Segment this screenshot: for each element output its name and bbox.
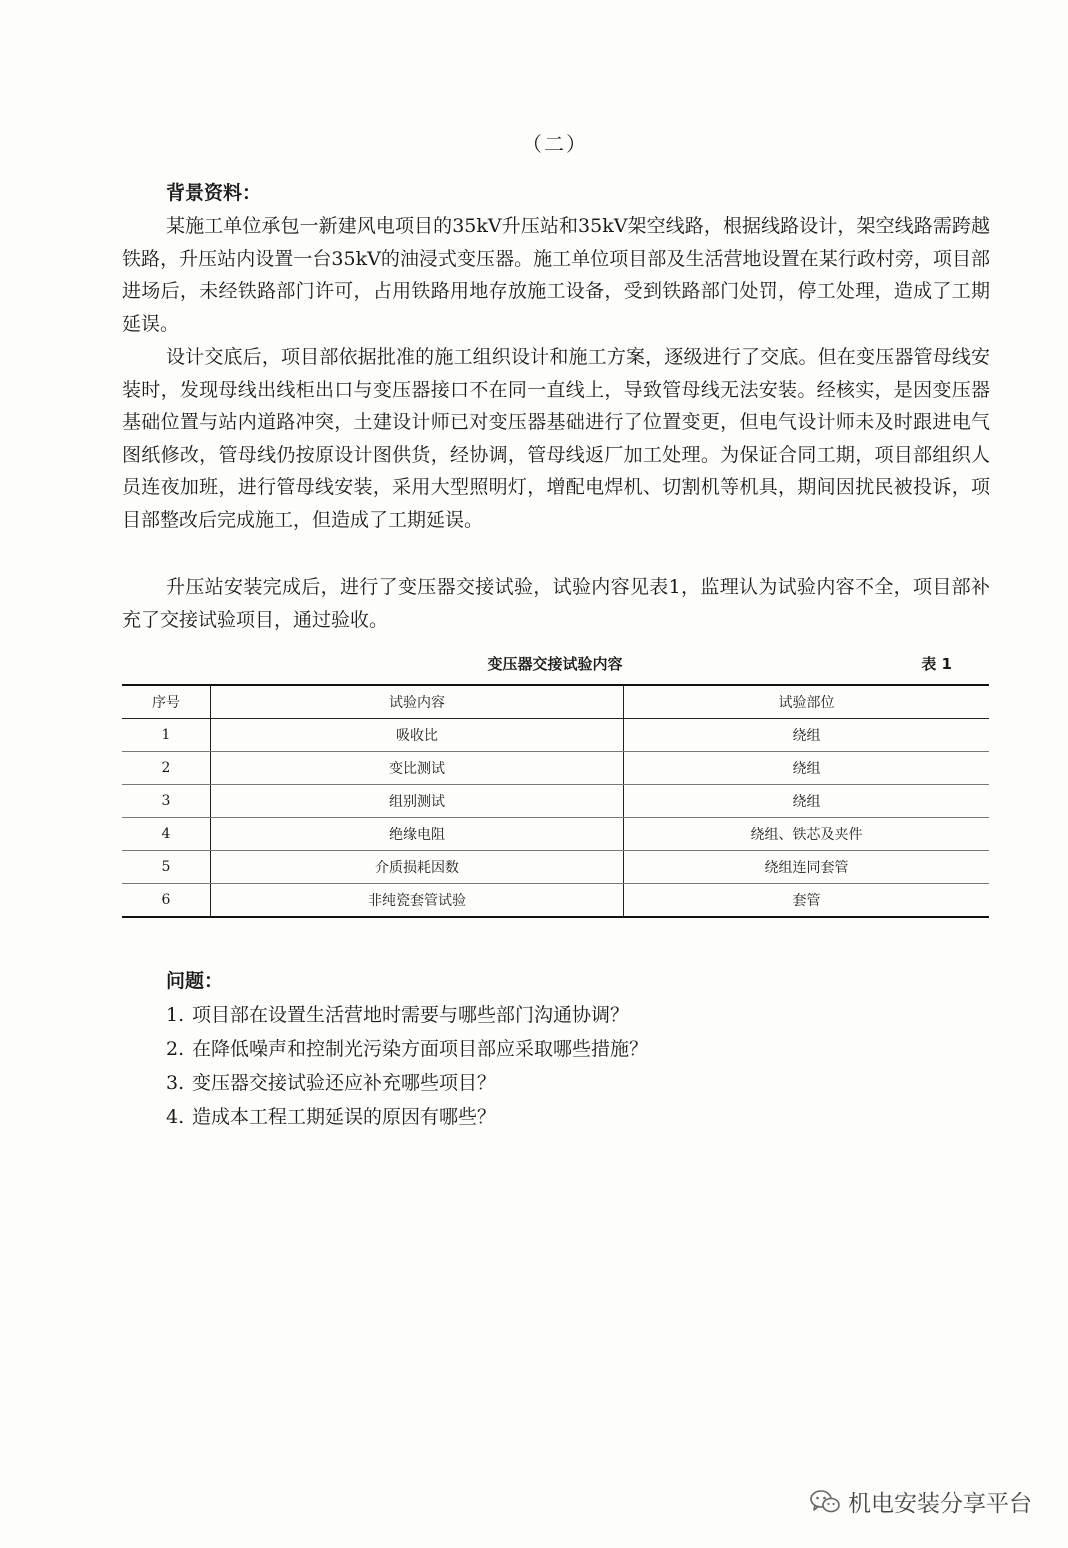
table-row bbox=[122, 752, 989, 785]
section-title: （二） bbox=[522, 132, 588, 156]
watermark bbox=[810, 1485, 1032, 1518]
header-cell: 试验部位 bbox=[624, 685, 990, 719]
question-text: 造成本工程工期延误的原因有哪些？ bbox=[192, 1106, 497, 1128]
questions-heading: 问题： bbox=[166, 970, 224, 992]
question-item bbox=[166, 1032, 648, 1066]
background-heading: 背景资料： bbox=[166, 182, 262, 204]
question-number: 3. bbox=[166, 1072, 185, 1094]
table-cell: 3 bbox=[122, 785, 211, 818]
table-header-row bbox=[122, 685, 989, 719]
table-row bbox=[122, 818, 989, 851]
table-cell: 5 bbox=[122, 851, 211, 884]
question-item bbox=[166, 1066, 648, 1100]
question-number: 4. bbox=[166, 1106, 185, 1128]
question-list bbox=[166, 998, 648, 1134]
table-cell: 绕组 bbox=[624, 719, 990, 752]
table-cell: 组别测试 bbox=[211, 785, 624, 818]
question-number: 2. bbox=[166, 1038, 185, 1060]
table-cell: 6 bbox=[122, 884, 211, 918]
question-text: 在降低噪声和控制光污染方面项目部应采取哪些措施？ bbox=[192, 1038, 649, 1060]
question-item bbox=[166, 998, 648, 1032]
table-cell: 绝缘电阻 bbox=[211, 818, 624, 851]
background-paragraph: 某施工单位承包一新建风电项目的35kV升压站和35kV架空线路，根据线路设计，架空线路需跨越铁路，升压站内设置一台35kV的油浸式变压器。施工单位项目部及生活营地设置在某行政村旁，项目部进场后，未经铁路部门许可，占用铁路用地存放施工设备，受到铁路部门处罚，停工处理，造成了工期延误。 bbox=[122, 215, 990, 335]
table-cell: 介质损耗因数 bbox=[211, 851, 624, 884]
test-content-table bbox=[122, 684, 989, 918]
table-cell: 2 bbox=[122, 752, 211, 785]
table-cell: 绕组 bbox=[624, 785, 990, 818]
question-text: 变压器交接试验还应补充哪些项目？ bbox=[192, 1072, 497, 1094]
table-cell: 绕组 bbox=[624, 752, 990, 785]
table-cell: 4 bbox=[122, 818, 211, 851]
header-cell: 试验内容 bbox=[211, 685, 624, 719]
table-row bbox=[122, 785, 989, 818]
wechat-icon bbox=[810, 1489, 840, 1515]
table-row bbox=[122, 719, 989, 752]
table-cell: 绕组连同套管 bbox=[624, 851, 990, 884]
table-cell: 吸收比 bbox=[211, 719, 624, 752]
header-cell: 序号 bbox=[122, 685, 211, 719]
table-row bbox=[122, 884, 989, 918]
watermark-text: 机电安装分享平台 bbox=[848, 1491, 1032, 1517]
table-cell: 绕组、铁芯及夹件 bbox=[624, 818, 990, 851]
table-number: 表 1 bbox=[921, 655, 952, 673]
question-text: 项目部在设置生活营地时需要与哪些部门沟通协调？ bbox=[192, 1004, 630, 1026]
background-paragraph: 设计交底后，项目部依据批准的施工组织设计和施工方案，逐级进行了交底。但在变压器管母线安装时，发现母线出线柜出口与变压器接口不在同一直线上，导致管母线无法安装。经核实，是因变压器基础位置与站内道路冲突，土建设计师已对变压器基础进行了位置变更，但电气设计师未及时跟进电气图纸修改，管母线仍按原设计图供货，经协调，管母线返厂加工处理。为保证合同工期，项目部组织人员连夜加班，进行管母线安装，采用大型照明灯，增配电焊机、切割机等机具，期间因扰民被投诉，项目部整改后完成施工，但造成了工期延误。 bbox=[122, 346, 990, 531]
table-cell: 非纯瓷套管试验 bbox=[211, 884, 624, 918]
background-paragraph: 升压站安装完成后，进行了变压器交接试验，试验内容见表1，监理认为试验内容不全，项目部补充了交接试验项目，通过验收。 bbox=[122, 576, 990, 631]
question-item bbox=[166, 1100, 648, 1134]
table-row bbox=[122, 851, 989, 884]
table-cell: 1 bbox=[122, 719, 211, 752]
question-number: 1. bbox=[166, 1004, 185, 1026]
table-cell: 变比测试 bbox=[211, 752, 624, 785]
table-cell: 套管 bbox=[624, 884, 990, 918]
table-caption: 变压器交接试验内容 bbox=[487, 655, 623, 673]
